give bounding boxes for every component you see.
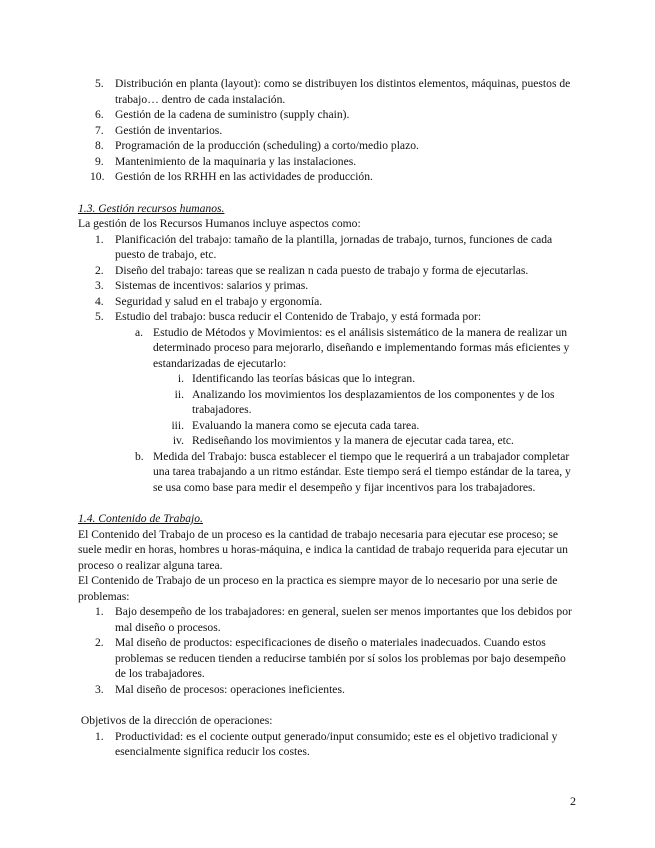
operations-list xyxy=(78,76,578,185)
list-item: 1. Planificación del trabajo: tamaño de la plantilla, jornadas de trabajo, turnos, funciones de cada puesto de trabajo, etc. xyxy=(95,232,553,261)
section-heading: 1.3. Gestión recursos humanos. xyxy=(78,201,225,215)
page-number: 2 xyxy=(570,794,576,808)
document-body xyxy=(78,76,578,760)
objectives-list xyxy=(78,729,578,760)
paragraph: La gestión de los Recursos Humanos incluye aspectos como: xyxy=(78,217,361,230)
section-human-resources xyxy=(78,201,578,496)
roman-list-item: i. Identificando las teorías básicas que lo integran. xyxy=(177,372,416,385)
list-item: 5. Distribución en planta (layout): como se distribuyen los distintos elementos, máquinas, puestos de trabajo… dentro de cada instalación. xyxy=(95,77,571,106)
paragraph: Objetivos de la dirección de operaciones: xyxy=(78,714,273,727)
section-objectives xyxy=(78,713,578,760)
paragraph: El Contenido del Trabajo de un proceso es la cantidad de trabajo necesaria para ejecutar ese proceso; se suele medir en horas, hombres u horas-máquina, e indica la cantidad de trabajo requerida para ejecutar un proceso o realizar alguna tarea. xyxy=(78,527,568,572)
list-item: 1. Productividad: es el cociente output generado/input consumido; este es el objetivo tradicional y esencialmente significa reducir los costes. xyxy=(95,729,558,758)
list-item: 9. Mantenimiento de la maquinaria y las instalaciones. xyxy=(95,154,357,168)
list-item: 2. Diseño del trabajo: tareas que se realizan n cada puesto de trabajo y forma de ejecutarlas. xyxy=(95,263,529,277)
section-heading: 1.4. Contenido de Trabajo. xyxy=(78,512,203,525)
roman-list-item: ii. Analizando los movimientos los desplazamientos de los componentes y de los trabajadores. xyxy=(174,387,555,416)
list-item: 5. Estudio del trabajo: busca reducir el Contenido de Trabajo, y está formada por: xyxy=(95,310,482,323)
problems-list xyxy=(78,604,578,697)
list-item: 4. Seguridad y salud en el trabajo y ergonomía. xyxy=(95,294,323,308)
section-work-content xyxy=(78,511,578,697)
list-item: 2. Mal diseño de productos: especificaciones de diseño o materiales inadecuados. Cuando estos problemas se reducen tienden a reducirse también por sí solos los problemas por bajo desempeño de los trabajadores. xyxy=(95,636,566,680)
paragraph: El Contenido de Trabajo de un proceso en la practica es siempre mayor de lo necesario por una serie de problemas: xyxy=(78,574,558,603)
list-item: 3. Mal diseño de procesos: operaciones ineficientes. xyxy=(95,682,345,696)
hr-list xyxy=(78,232,578,496)
list-item: 7. Gestión de inventarios. xyxy=(95,123,223,137)
list-item: 6. Gestión de la cadena de suministro (supply chain). xyxy=(95,108,350,121)
sub-list-item: a. Estudio de Métodos y Movimientos: es el análisis sistemático de la manera de realizar un determinado proceso para mejorarlo, diseñando e implementando formas más eficientes y estandarizadas de ejecutarlo: xyxy=(135,325,570,370)
roman-list-item: iii. Evaluando la manera como se ejecuta cada tarea. xyxy=(171,418,420,432)
list-item: 10. Gestión de los RRHH en las actividades de producción. xyxy=(90,170,373,183)
roman-list-item: iv. Rediseñando los movimientos y la manera de ejecutar cada tarea, etc. xyxy=(172,434,514,447)
list-item: 8. Programación de la producción (scheduling) a corto/medio plazo. xyxy=(95,139,419,152)
list-item: 3. Sistemas de incentivos: salarios y primas. xyxy=(95,279,309,292)
list-item: 1. Bajo desempeño de los trabajadores: en general, suelen ser menos importantes que los debidos por mal diseño o procesos. xyxy=(95,605,572,634)
sub-list-item: b. Medida del Trabajo: busca establecer el tiempo que le requerirá a un trabajador completar una tarea trabajando a un ritmo estándar. Este tiempo será el tiempo estándar de la tarea, y se usa como base para medir el desempeño y fijar incentivos para los trabajadores. xyxy=(135,449,571,494)
